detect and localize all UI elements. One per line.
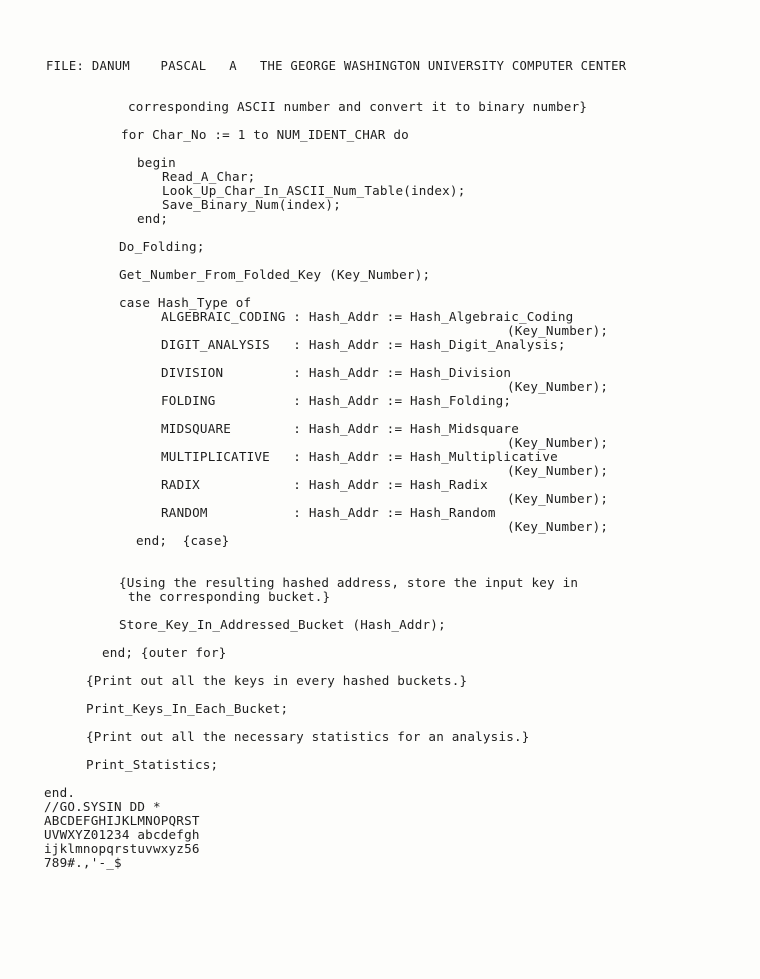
code-line: end;	[137, 211, 169, 226]
code-line: end; {case}	[136, 533, 230, 548]
code-line: ijklmnopqrstuvwxyz56	[44, 841, 200, 856]
code-line: case Hash_Type of	[119, 295, 252, 310]
code-line: (Key_Number);	[507, 491, 609, 506]
code-line: {Print out all the necessary statistics for an analysis.}	[86, 729, 530, 744]
code-line: (Key_Number);	[507, 519, 609, 534]
code-line: DIVISION : Hash_Addr := Hash_Division	[161, 365, 512, 380]
code-line: {Using the resulting hashed address, store the input key in	[119, 575, 579, 590]
code-line: MULTIPLICATIVE : Hash_Addr := Hash_Multiplicative	[161, 449, 558, 464]
code-line: (Key_Number);	[507, 323, 609, 338]
code-line: Print_Keys_In_Each_Bucket;	[86, 701, 289, 716]
file-header: FILE: DANUM PASCAL A THE GEORGE WASHINGTON UNIVERSITY COMPUTER CENTER	[46, 59, 627, 73]
code-line: RADIX : Hash_Addr := Hash_Radix	[161, 477, 488, 492]
code-line: end; {outer for}	[102, 645, 227, 660]
code-line: begin	[137, 155, 176, 170]
code-line: ABCDEFGHIJKLMNOPQRST	[44, 813, 200, 828]
code-line: MIDSQUARE : Hash_Addr := Hash_Midsquare	[161, 421, 519, 436]
code-line: the corresponding bucket.}	[128, 589, 331, 604]
code-line: DIGIT_ANALYSIS : Hash_Addr := Hash_Digit_Analysis;	[161, 337, 566, 352]
code-line: end.	[44, 785, 76, 800]
code-line: (Key_Number);	[507, 379, 609, 394]
code-line: UVWXYZ01234 abcdefgh	[44, 827, 200, 842]
code-line: Get_Number_From_Folded_Key (Key_Number);	[119, 267, 431, 282]
code-line: Look_Up_Char_In_ASCII_Num_Table(index);	[162, 183, 466, 198]
code-line: Store_Key_In_Addressed_Bucket (Hash_Addr);	[119, 617, 446, 632]
code-line: Print_Statistics;	[86, 757, 219, 772]
code-line: for Char_No := 1 to NUM_IDENT_CHAR do	[121, 127, 409, 142]
code-line: ALGEBRAIC_CODING : Hash_Addr := Hash_Algebraic_Coding	[161, 309, 574, 324]
code-line: (Key_Number);	[507, 463, 609, 478]
code-line: 789#.,'-_$	[44, 855, 122, 870]
code-line: FOLDING : Hash_Addr := Hash_Folding;	[161, 393, 512, 408]
code-line: RANDOM : Hash_Addr := Hash_Random	[161, 505, 496, 520]
code-line: Save_Binary_Num(index);	[162, 197, 341, 212]
code-line: Read_A_Char;	[162, 169, 256, 184]
code-line: Do_Folding;	[119, 239, 205, 254]
code-line: corresponding ASCII number and convert it to binary number}	[128, 99, 588, 114]
code-line: {Print out all the keys in every hashed buckets.}	[86, 673, 468, 688]
code-line: //GO.SYSIN DD *	[44, 799, 161, 814]
code-line: (Key_Number);	[507, 435, 609, 450]
